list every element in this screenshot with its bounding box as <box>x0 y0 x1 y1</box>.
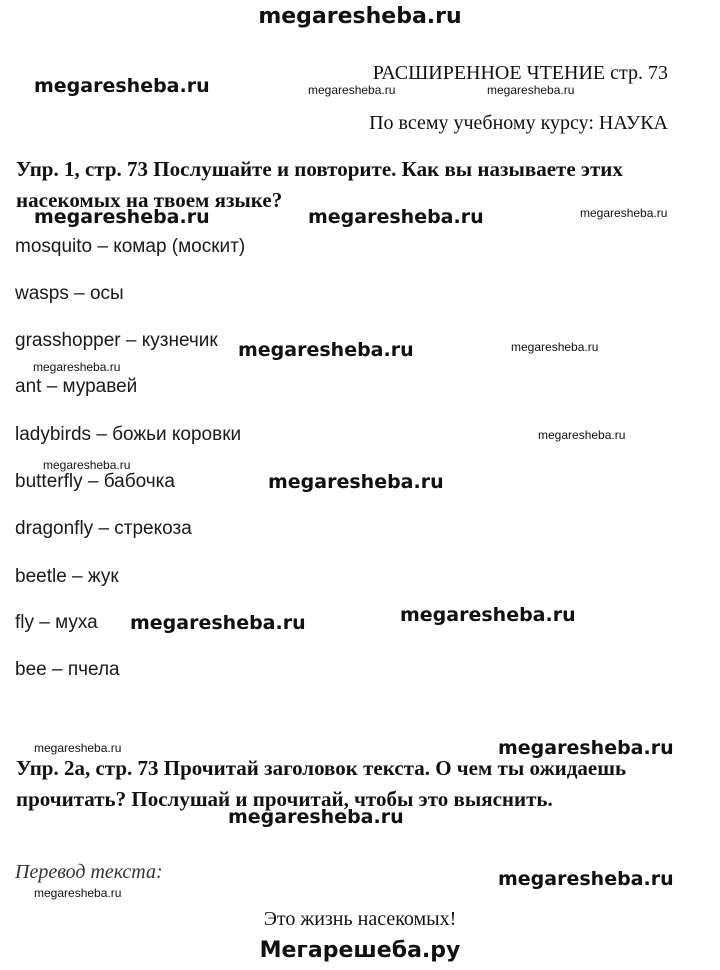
watermark: megaresheba.ru <box>34 75 210 97</box>
vocab-item-grasshopper: grasshopper – кузнечик <box>15 330 218 351</box>
vocab-item-bee: bee – пчела <box>15 659 120 680</box>
vocab-item-wasps: wasps – осы <box>15 283 124 304</box>
text-title: Это жизнь насекомых! <box>263 908 457 930</box>
watermark: megaresheba.ru <box>498 737 674 759</box>
watermark: megaresheba.ru <box>308 206 484 228</box>
translation-label: Перевод текста: <box>15 861 163 883</box>
vocab-item-beetle: beetle – жук <box>15 566 119 587</box>
watermark: megaresheba.ru <box>43 458 131 472</box>
watermark: megaresheba.ru <box>34 741 122 755</box>
vocab-item-ladybirds: ladybirds – божьи коровки <box>15 424 242 445</box>
watermark: megaresheba.ru <box>34 206 210 228</box>
watermark: megaresheba.ru <box>538 428 626 442</box>
site-footer: Мегарешеба.ру <box>259 938 461 963</box>
watermark: megaresheba.ru <box>487 83 575 97</box>
section-subtitle: По всему учебному курсу: НАУКА <box>369 112 668 134</box>
exercise1-title: Упр. 1, стр. 73 Послушайте и повторите. Как вы называете этих насекомых на твоем языке? <box>16 157 623 212</box>
watermark: megaresheba.ru <box>238 339 414 361</box>
exercise2-title: Упр. 2а, стр. 73 Прочитай заголовок текста. О чем ты ожидаешь прочитать? Послушай и прочитай, чтобы это выяснить. <box>16 756 627 811</box>
watermark: megaresheba.ru <box>308 83 396 97</box>
vocab-item-dragonfly: dragonfly – стрекоза <box>15 518 192 539</box>
watermark: megaresheba.ru <box>130 612 306 634</box>
watermark: megaresheba.ru <box>228 806 404 828</box>
watermark: megaresheba.ru <box>400 604 576 626</box>
section-title: РАСШИРЕННОЕ ЧТЕНИЕ стр. 73 <box>372 62 668 84</box>
watermark: megaresheba.ru <box>511 340 599 354</box>
vocab-item-ant: ant – муравей <box>15 376 138 397</box>
watermark: megaresheba.ru <box>33 360 121 374</box>
vocab-item-mosquito: mosquito – комар (москит) <box>15 236 246 257</box>
watermark: megaresheba.ru <box>580 206 668 220</box>
watermark: megaresheba.ru <box>34 886 122 900</box>
vocab-item-butterfly: butterfly – бабочка <box>15 471 175 492</box>
watermark: megaresheba.ru <box>498 868 674 890</box>
watermark: megaresheba.ru <box>268 471 444 493</box>
vocab-item-fly: fly – муха <box>15 612 98 633</box>
site-header: megaresheba.ru <box>258 4 462 29</box>
